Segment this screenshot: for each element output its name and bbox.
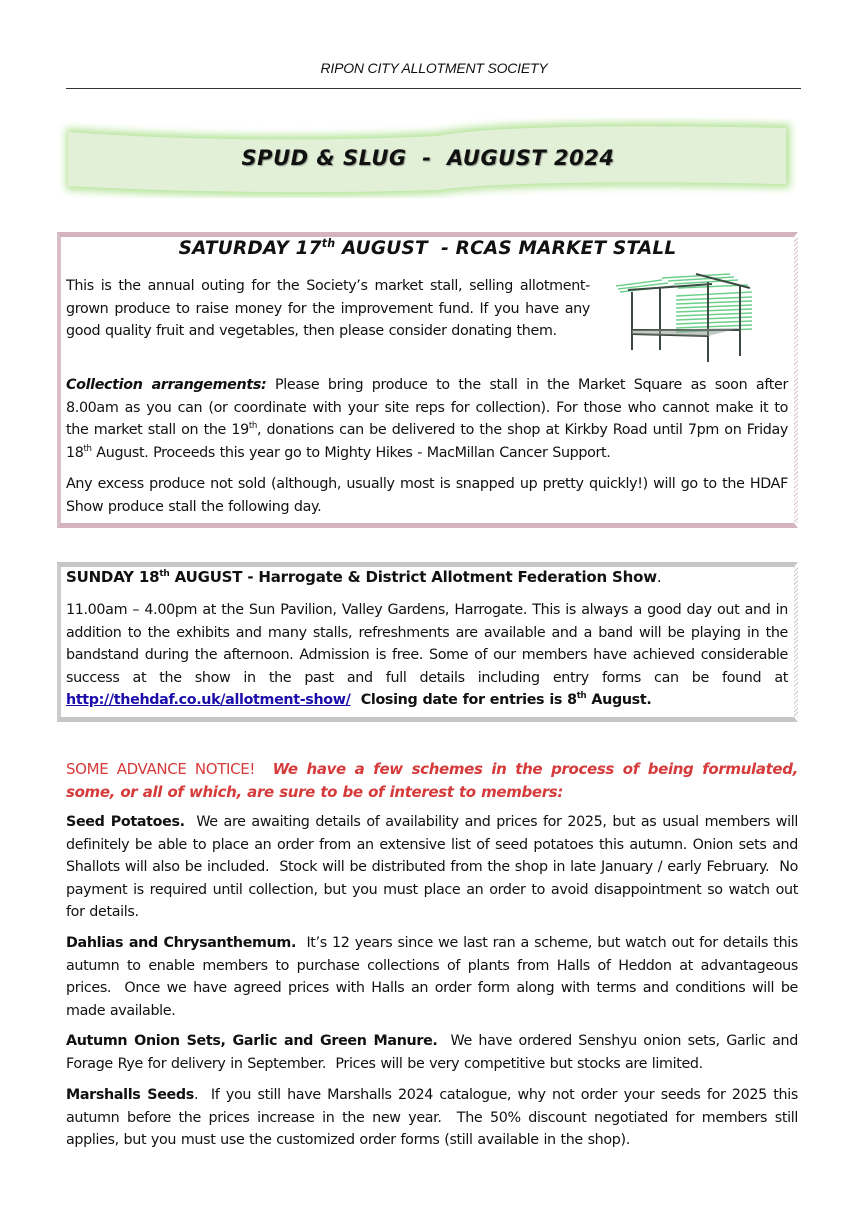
scheme-title: Seed Potatoes. xyxy=(66,814,185,830)
hdaf-show-body xyxy=(66,599,788,712)
sup: th xyxy=(248,421,257,432)
scheme-text: . If you still have Marshalls 2024 catalogue, why not order your seeds for 2025 this autumn before the prices increase in the new year. The 50% discount negotiated for members still applies, but you must use the customized order forms (still available in the shop). xyxy=(66,1087,803,1149)
scheme-dahlias xyxy=(66,932,803,1022)
advance-notice xyxy=(66,758,804,804)
heading-text: SUNDAY 18 xyxy=(66,568,160,586)
excess-produce-note: Any excess produce not sold (although, usually most is snapped up pretty quickly!) will go to the HDAF Show produce stall the following day. xyxy=(66,476,788,515)
heading-text: AUGUST - Harrogate & District Allotment Federation Show xyxy=(169,568,657,586)
organisation-header: RIPON CITY ALLOTMENT SOCIETY xyxy=(320,60,548,76)
scheme-title: Autumn Onion Sets, Garlic and Green Manure. xyxy=(66,1033,438,1049)
newsletter-banner xyxy=(58,118,798,198)
collection-text: August. Proceeds this year go to Mighty Hikes - MacMillan Cancer Support. xyxy=(91,444,611,461)
heading-text: SATURDAY 17 xyxy=(178,238,322,259)
scheme-text: We are awaiting details of availability and prices for 2025, but as usual members will definitely be able to place an order from an extensive list of seed potatoes this autumn. Onion sets and Shallots will also be included. Stock will be distributed from the shop in late January / early February. No payment is required until collection, but you must place an order to avoid disappointment so watch out for details. xyxy=(66,814,803,921)
heading-text: AUGUST - RCAS MARKET STALL xyxy=(335,238,677,259)
banner-title: SPUD & SLUG - AUGUST 2024 xyxy=(241,146,615,170)
collection-arrangements xyxy=(66,374,788,464)
closing-date-text: August. xyxy=(586,692,652,709)
sup: th xyxy=(576,691,587,702)
advance-notice-label: SOME ADVANCE NOTICE! xyxy=(66,760,256,778)
collection-text: , donations can be delivered to the shop at Kirkby Road until 7pm on Friday 18 xyxy=(66,422,788,461)
market-stall-heading xyxy=(57,238,798,259)
sup: th xyxy=(83,444,92,455)
show-body-text: 11.00am – 4.00pm at the Sun Pavilion, Valley Gardens, Harrogate. This is always a good day out and in addition to the exhibits and many stalls, refreshments are available and a band will be playing in the bandstand during the afternoon. Admission is free. Some of our members have achieved considerable success at the show in the past and full details including entry forms can be found at xyxy=(66,602,788,686)
scheme-seed-potatoes xyxy=(66,811,803,924)
market-stall-intro: This is the annual outing for the Society’s market stall, selling allotment-grown produce to raise money for the improvement fund. If you have any good quality fruit and vegetables, then please consider donating them. xyxy=(66,278,590,340)
scheme-autumn-onion xyxy=(66,1030,803,1075)
market-stall-illustration xyxy=(612,272,760,364)
scheme-title: Dahlias and Chrysanthemum. xyxy=(66,935,297,951)
heading-sup: th xyxy=(321,236,336,250)
scheme-marshalls-seeds xyxy=(66,1084,803,1152)
collection-text: Please bring produce to the stall in the Market Square as soon after 8.00am as you can (or coordinate with your site reps for collection). For those who cannot make it to the market stall on the 19 xyxy=(66,377,788,439)
header-divider xyxy=(66,88,801,89)
advance-notice-intro: We have a few schemes in the process of being formulated, some, or all of which, are sure to be of interest to members: xyxy=(66,760,804,801)
heading-text: . xyxy=(656,568,662,586)
hdaf-show-heading xyxy=(66,568,661,586)
hdaf-show-link[interactable]: http://thehdaf.co.uk/allotment-show/ xyxy=(66,692,351,709)
heading-sup: th xyxy=(159,569,170,579)
scheme-text: We have ordered Senshyu onion sets, Garlic and Forage Rye for delivery in September. Prices will be very competitive but stocks are limited. xyxy=(66,1033,803,1072)
scheme-text: It’s 12 years since we last ran a scheme, but watch out for details this autumn to enable members to purchase collections of plants from Halls of Heddon at advantageous prices. Once we have agreed prices with Halls an order form along with terms and conditions will be made available. xyxy=(66,935,803,1019)
closing-date-text: Closing date for entries is 8 xyxy=(350,692,577,709)
scheme-title: Marshalls Seeds xyxy=(66,1087,194,1103)
collection-label: Collection arrangements: xyxy=(66,377,267,393)
